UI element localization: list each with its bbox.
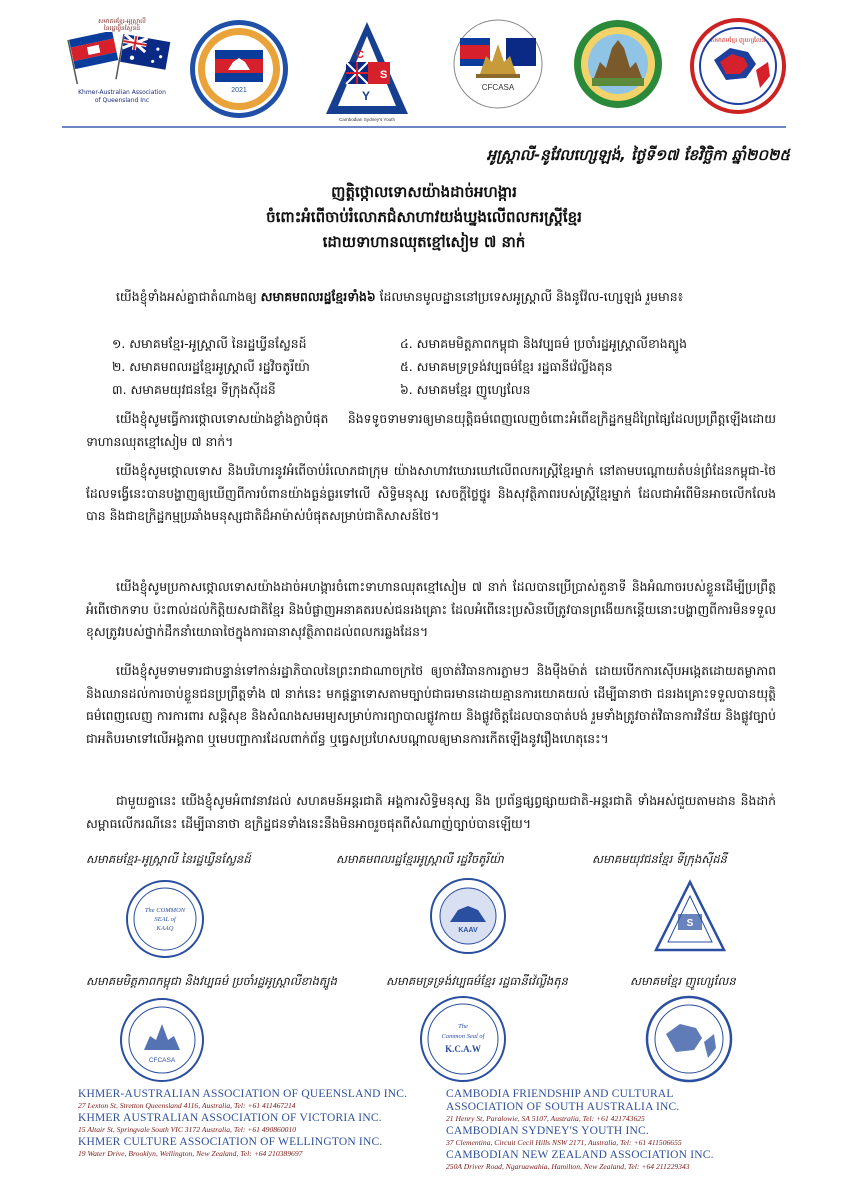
csy-seal-text: S <box>686 918 694 929</box>
paragraph-declare <box>86 576 776 644</box>
cfcasa-seal-icon <box>118 996 206 1084</box>
kcaw-seal-icon <box>418 994 508 1084</box>
csy-caption: Cambodian Sydney's Youth <box>338 117 396 122</box>
footer-org-name: CAMBODIAN NEW ZEALAND ASSOCIATION INC. <box>446 1149 714 1161</box>
footer-org-name-2: ASSOCIATION OF SOUTH AUSTRALIA INC. <box>446 1101 680 1113</box>
paragraph-demand-text: យើងខ្ញុំសូមទាមទារជាបន្ទាន់ទៅកាន់រដ្ឋាភិបាលនៃព្រះរាជាណាចក្រថៃ ឲ្យចាត់វិធានការភ្លាមៗ និងម៉ឺងម៉ាត់ ដោយបើកការស៊ើបអង្កេតដោយតម្លាភាព និងឈានដល់ការចាប់ខ្លួនជនប្រព្រឹត្តទាំង ៧ នាក់នេះ មកផ្តន្ទាទោសតាមច្បាប់ជាធរមានដោយគ្មានការយោគយល់ ដើម្បីធានាថា ជនរងគ្រោះទទួលបានយុត្តិធម៌ពេញលេញ ការការពារ សន្តិសុខ និងសំណងសមរម្យសម្រាប់ការព្យាបាលផ្លូវកាយ និងផ្លូវចិត្តដែលបានបាត់បង់ រួមទាំងត្រូវចាត់វិធានការវិន័យ និងផ្លូវច្បាប់ជាអតិបរមាទៅលើអង្គភាព ឬមេបញ្ជាការដែលពាក់ព័ន្ធ ឬធ្វេសប្រហែសបណ្តាលឲ្យមានការកើតឡើងនូវរឿងហេតុនេះ។ <box>86 663 776 746</box>
intro-text-b: ដែលមានមូលដ្ឋាននៅប្រទេសអូស្ត្រាលី និងនូវ៉ែល-ហ្សេឡង់ រួមមាន៖ <box>375 289 684 304</box>
signature-label-cnza: សមាគមខ្មែរ ញូហ្សេលែន <box>630 974 736 988</box>
footer-org-name: KHMER CULTURE ASSOCIATION OF WELLINGTON INC. <box>78 1136 383 1148</box>
association-item: ៦. សមាគមខ្មែរ ញូហ្សេលែន <box>400 382 531 397</box>
paragraph-condemn <box>86 408 776 453</box>
kaaq-english-name: Khmer-Australian Association <box>78 89 166 96</box>
footer-org-address: 250A Driver Road, Ngaruawahia, Hamilton, New Zealand, Tel: +64 211229343 <box>446 1162 690 1171</box>
paragraph-demand <box>86 660 776 750</box>
title-line-1: ញត្តិថ្កោលទោសយ៉ាងដាច់អហង្ការ <box>331 183 517 201</box>
footer-org-address: 27 Lexton St, Stretton Queensland 4116, Australia, Tel: +61 411467214 <box>78 1101 296 1110</box>
petition-title <box>0 180 848 255</box>
csy-logo <box>322 18 412 126</box>
association-list <box>112 332 792 401</box>
association-item: ៣. សមាគមយុវជនខ្មែរ ទីក្រុងស៊ីដនី <box>112 382 276 397</box>
kcaw-logo <box>572 18 664 118</box>
paragraph-appeal-text: ជាមួយគ្នានេះ យើងខ្ញុំសូមអំពាវនាវដល់ សហគមន៍អន្តរជាតិ អង្គការសិទ្ធិមនុស្ស និង ប្រព័ន្ធផ្សព្វផ្សាយជាតិ-អន្តរជាតិ ទាំងអស់ជួយតាមដាន និងដាក់សម្ពាធលើករណីនេះ ដើម្បីធានាថា ឧក្រិដ្ឋជនទាំងនេះនឹងមិនអាចរួចផុតពីសំណាញ់ច្បាប់បានឡើយ។ <box>86 793 776 831</box>
kaaq-khmer-name: សមាគមខ្មែរ-អូស្ត្រាលី <box>98 18 146 25</box>
title-line-2: ចំពោះអំពើចាប់រំលោភជំសាហាវយង់ឃ្នងលើពលករស្ត្រីខ្មែរ <box>266 208 582 226</box>
cfcasa-logo <box>452 18 544 118</box>
kaav-year: 2021 <box>231 87 247 94</box>
signature-label-cfcasa: សមាគមមិត្តភាពកម្ពុជា និងវប្បធម៌ ប្រចាំរដ្ឋអូស្ត្រាលីខាងត្បូង <box>86 974 337 988</box>
cfcasa-emblem-icon <box>452 18 544 114</box>
paragraph-denounce-text: យើងខ្ញុំសូមថ្កោលទោស និងបរិហារនូវអំពើចាប់រំលោភជាក្រុម យ៉ាងសាហាវឃោរឃៅលើពលករស្ត្រីខ្មែរម្នាក់ នៅតាមបណ្តោយតំបន់ព្រំដែនកម្ពុជា-ថៃ ដែលទង្វើនេះបានបង្ហាញឲ្យឃើញពីការបំពានយ៉ាងធ្ងន់ធ្ងរទៅលើ សិទ្ធិមនុស្ស សេចក្តីថ្លៃថ្នូរ និងសុវត្ថិភាពរបស់ស្ត្រីខ្មែរម្នាក់ ដែលជាអំពើមិនអាចលើកលែងបាន និងជាឧក្រិដ្ឋកម្មប្រឆាំងមនុស្សជាតិដ៏អាម៉ាស់បំផុតសម្រាប់ជាតិសាសន៍ថៃ។ <box>86 463 776 523</box>
kaav-seal-icon <box>428 876 508 956</box>
csy-seal-icon <box>650 878 730 960</box>
association-item: ២. សមាគមពលរដ្ឋខ្មែរអូស្ត្រាលី រដ្ឋវិចតូរីយ៉ា <box>112 359 310 374</box>
paragraph-declare-text: យើងខ្ញុំសូមប្រកាសថ្កោលទោសយ៉ាងដាច់អហង្ការចំពោះទាហានឈុតខ្មៅសៀម ៧ នាក់ ដែលបានប្រើប្រាស់តួនាទី និងអំណាចរបស់ខ្លួនដើម្បីប្រព្រឹត្តអំពើថោកទាប ប៉ះពាល់ដល់កិត្តិយសជាតិខ្មែរ និងបំផ្លាញអនាគតរបស់ជនរងគ្រោះ ដែលអំពើនេះប្រសិនបើត្រូវបានព្រងើយកន្តើយនោះបង្ហាញពីការមិនទទួលខុសត្រូវរបស់ថ្នាក់ដឹកនាំយោធាថៃក្នុងការធានាសុវត្ថិភាពដល់ពលករឆ្លងដែន។ <box>86 579 776 639</box>
header-logos <box>0 18 848 126</box>
association-row <box>112 355 792 378</box>
title-line-3: ដោយទាហានឈុតខ្មៅសៀម ៧ នាក់ <box>322 233 526 251</box>
cnza-text: សមាគមខ្មែរ ញូហ្សេលែន <box>710 37 766 44</box>
signature-label-csy: សមាគមយុវជនខ្មែរ ទីក្រុងស៊ីដនី <box>592 852 727 866</box>
association-item: ១. សមាគមខ្មែរ-អូស្ត្រាលី នៃរដ្ឋឃ្វីនស្លែនដ៍ <box>112 336 307 351</box>
footer-org-address: 21 Henry St, Paralowie, SA 5107, Australia, Tel: +61 421743625 <box>446 1114 645 1123</box>
flags-icon <box>62 32 182 84</box>
cfcasa-seal-text: CFCASA <box>148 1057 176 1064</box>
kaaq-seal-line-1: The COMMON <box>144 907 186 914</box>
association-item: ៥. សមាគមទ្រទ្រង់វប្បធម៌ខ្មែរ រដ្ឋធានីវ៉េល្លីងតុន <box>400 359 613 374</box>
footer-org-address: 37 Clementina, Circuit Cecil Hills NSW 2171, Australia, Tel: +61 411506655 <box>446 1138 682 1147</box>
kaav-seal-text: KAAV <box>458 927 478 934</box>
footer-right-column <box>446 1088 806 1173</box>
footer-left-column <box>78 1088 446 1160</box>
signature-label-kcaw: សមាគមទ្រទ្រង់វប្បធម៌ខ្មែរ រដ្ឋធានីវ៉េល្លីងតុន <box>386 974 568 988</box>
footer-org-address: 15 Altair St, Springvale South VIC 3172 Australia, Tel: +61 490860010 <box>78 1125 297 1134</box>
kaaq-khmer-name-2: នៃរដ្ឋឃ្វីនស្លែនដ៍ <box>103 25 141 32</box>
kcaw-seal-line-1: The <box>458 1023 468 1030</box>
intro-text-bold: សមាគមពលរដ្ឋខ្មែរទាំង៦ <box>260 289 376 304</box>
intro-text-a: យើងខ្ញុំទាំងអស់គ្នាជាតំណាងឲ្យ <box>116 289 261 304</box>
header-divider <box>62 126 786 128</box>
kcaw-seal-line-3: K.C.A.W <box>445 1044 481 1054</box>
signature-label-kaav: សមាគមពលរដ្ឋខ្មែរអូស្ត្រាលី រដ្ឋវិចតូរីយ៉ា <box>336 852 504 866</box>
association-item: ៤. សមាគមមិត្តភាពកម្ពុជា និងវប្បធម៌ ប្រចាំរដ្ឋអូស្ត្រាលីខាងត្បូង <box>400 336 688 351</box>
signature-label-kaaq: សមាគមខ្មែរ-អូស្ត្រាលី នៃរដ្ឋឃ្វីនស្លែនដ៍ <box>86 852 251 866</box>
footer-org-name: CAMBODIA FRIENDSHIP AND CULTURAL <box>446 1088 674 1100</box>
kaaq-seal-line-3: KAAQ <box>156 925 174 932</box>
cnza-seal-icon <box>644 994 734 1084</box>
paragraph-condemn-text: យើងខ្ញុំសូមធ្វើការថ្កោលទោសយ៉ាងខ្លាំងក្លាបំផុត និងទទូចទាមទារឲ្យមានយុត្តិធម៌ពេញលេញចំពោះអំពើឧក្រិដ្ឋកម្មដ៏ព្រៃផ្សៃដែលប្រព្រឹត្តឡើងដោយទាហានឈុតខ្មៅសៀម ៧ នាក់។ <box>86 411 776 449</box>
association-row <box>112 332 792 355</box>
footer-org-name: KHMER AUSTRALIAN ASSOCIATION OF VICTORIA INC. <box>78 1112 382 1124</box>
paragraph-appeal <box>86 790 776 835</box>
kcaw-seal-line-2: Common Seal of <box>441 1033 485 1040</box>
kaav-logo <box>188 18 290 124</box>
cnza-emblem-icon <box>690 18 786 114</box>
kaaq-english-name-2: of Queensland Inc <box>94 97 150 104</box>
kaaq-logo <box>62 18 182 104</box>
cnza-logo <box>690 18 786 118</box>
csy-letter-c: C <box>356 49 364 61</box>
dateline: អូស្ត្រាលី-នូវែលហ្សេឡង់, ថ្ងៃទី១៧ ខែវិច្ឆិកា ឆ្នាំ២០២៥ <box>486 146 790 164</box>
csy-letter-s: S <box>380 69 388 81</box>
csy-triangle-icon <box>322 18 412 122</box>
kaaq-seal-icon <box>124 878 206 960</box>
csy-letter-y: Y <box>362 89 371 103</box>
association-row <box>112 378 792 401</box>
footer-org-name: KHMER-AUSTRALIAN ASSOCIATION OF QUEENSLAND INC. <box>78 1088 408 1100</box>
footer-org-name: CAMBODIAN SYDNEY'S YOUTH INC. <box>446 1125 649 1137</box>
intro-paragraph <box>86 286 776 309</box>
footer-org-address: 19 Water Drive, Brooklyn, Wellington, New Zealand, Tel: +64 210389697 <box>78 1149 303 1158</box>
paragraph-denounce <box>86 460 776 528</box>
kaaq-seal-line-2: SEAL of <box>154 916 176 923</box>
angkor-emblem-icon <box>572 18 664 114</box>
kaav-emblem-icon <box>188 18 290 120</box>
cfcasa-text: CFCASA <box>481 83 515 92</box>
